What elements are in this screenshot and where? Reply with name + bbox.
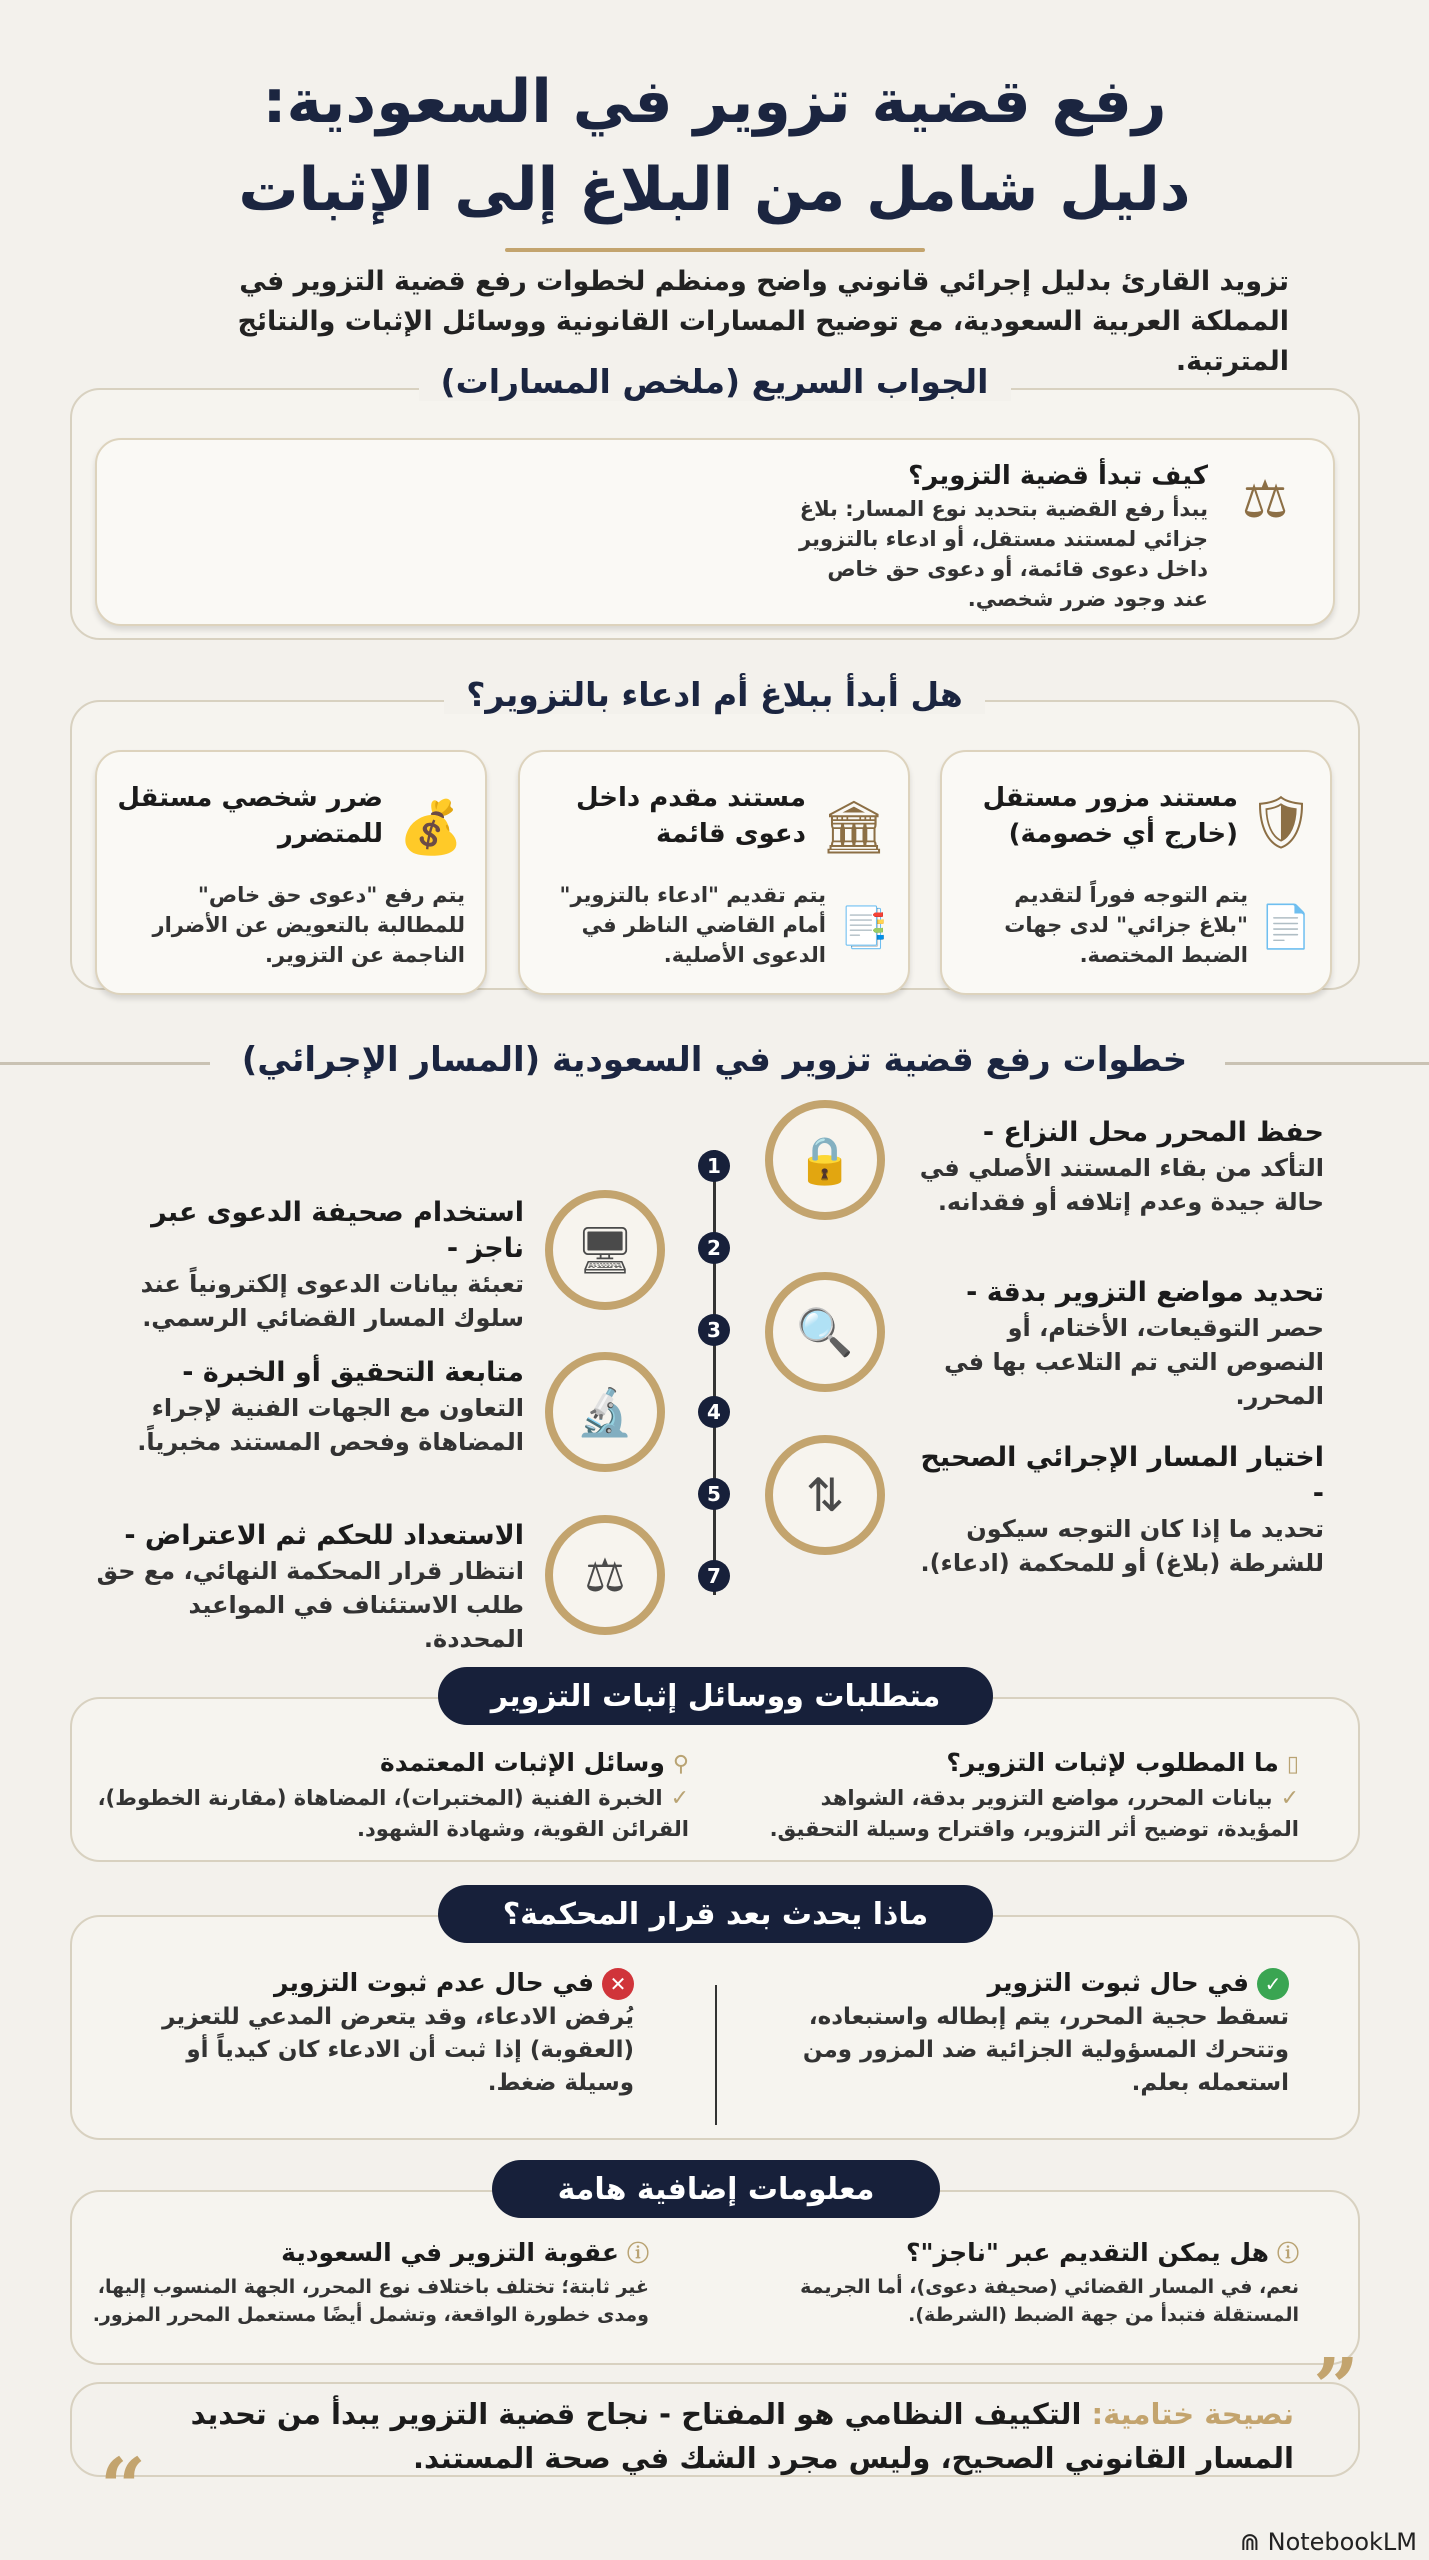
proof-required-text: بيانات المحرر، مواضع التزوير بدقة، الشواهد المؤيدة، توضيح أثر التزوير، واقتراح وسيلة التحقيق. [769,1786,1299,1841]
tip-text [144,2392,1294,2480]
info-heading: معلومات إضافية هامة [492,2160,940,2218]
step-number: 2 [698,1232,730,1264]
card-text: يتم تقديم "ادعاء بالتزوير" أمام القاضي الناظر في الدعوى الأصلية. [559,883,826,967]
step-text: حصر التوقيعات، الأختام، أو النصوص التي تم التلاعب بها في المحرر. [944,1314,1324,1410]
quote-close-icon: “ [100,2440,147,2534]
document-icon: ▯ [1286,1752,1299,1777]
check-circle-icon: ✓ [1257,1968,1289,2000]
microscope-icon: 🔬 [545,1352,665,1472]
notebooklm-brand [1240,2528,1417,2556]
step-title: حفظ المحرر محل النزاع - [982,1117,1324,1148]
step-text: انتظار قرار المحكمة النهائي، مع حق طلب الاستئناف في المواعيد المحددة. [96,1557,524,1653]
step-text: تعبئة بيانات الدعوى إلكترونياً عند سلوك المسار القضائي الرسمي. [140,1270,524,1332]
proof-heading: متطلبات ووسائل إثبات التزوير [438,1667,993,1725]
info-najiz-text: نعم، في المسار القضائي (صحيفة دعوى)، أما الجريمة المستقلة فتبدأ من جهة الضبط (الشرطة). [800,2276,1299,2326]
quick-answer-heading: الجواب السريع (ملخص المسارات) [0,362,1429,401]
step-number: 7 [698,1560,730,1592]
start-card-existing-case [518,750,910,995]
timeline-line [713,1150,716,1595]
verdict-divider [715,1985,717,2125]
x-circle-icon: ✕ [602,1968,634,2000]
step-title: متابعة التحقيق أو الخبرة - [182,1357,524,1388]
document-magnifier-icon: 🔍 [765,1272,885,1392]
card-title: مستند مزور مستقل (خارج أي خصومة) [982,783,1238,849]
verdict-heading: ماذا يحدث بعد قرار المحكمة؟ [438,1885,993,1943]
quick-card-text: يبدأ رفع القضية بتحديد نوع المسار: بلاغ جزائي لمستند مستقل، أو ادعاء بالتزوير داخل دعوى قائمة، أو دعوى حق خاص عند وجود ضرر شخصي. [799,497,1208,611]
verdict-proven-text: تسقط حجية المحرر، يتم إبطاله واستبعاده، وتتحرك المسؤولية الجزائية ضد المزور ومن استعمله بعلم. [802,2004,1289,2096]
info-najiz [739,2235,1299,2329]
info-najiz-title: هل يمكن التقديم عبر "ناجز"؟ [906,2238,1269,2267]
document-lock-icon: 🔒 [765,1100,885,1220]
proof-methods [89,1745,689,1844]
start-heading: هل أبدأ ببلاغ أم ادعاء بالتزوير؟ [0,675,1429,714]
quick-card-title: كيف تبدأ قضية التزوير؟ [908,461,1208,491]
step-text: التعاون مع الجهات الفنية لإجراء المضاهاة وفحص المستند مخبرياً. [137,1394,524,1456]
step-text: التأكد من بقاء المستند الأصلي في حالة جيدة وعدم إتلافه أو فقدانه. [919,1154,1324,1216]
step-title: الاستعداد للحكم ثم الاعتراض - [124,1520,524,1551]
info-penalty-title: عقوبة التزوير في السعودية [281,2238,619,2267]
document-judge-icon: 📑 [839,904,889,951]
computer-www-icon: 🖥 [545,1190,665,1310]
proof-required [759,1745,1299,1844]
tip-body: - نجاح قضية التزوير يبدأ من تحديد المسار القانوني الصحيح، وليس مجرد الشك في صحة المستند. [190,2397,1294,2475]
step-number: 5 [698,1478,730,1510]
split-arrows-icon: ⇅ [765,1435,885,1555]
title-line-1: رفع قضية تزوير في السعودية: [262,67,1167,137]
step-number: 4 [698,1396,730,1428]
verdict-proven-title: في حال ثبوت التزوير [987,1968,1249,1997]
start-card-personal-harm [95,750,487,995]
verdict-unproven-text: يُرفض الادعاء، وقد يتعرض المدعي للتعزير (العقوبة) إذا ثبت أن الادعاء كان كيدياً أو وسيلة ضغط. [162,2004,634,2096]
step-title: اختيار المسار الإجرائي الصحيح - [920,1442,1324,1509]
info-penalty [89,2235,649,2329]
verdict-unproven [134,1965,634,2100]
info-penalty-text: غير ثابتة؛ تختلف باختلاف نوع المحرر، الجهة المنسوب إليها، ومدى خطورة الواقعة، وتشمل أيضًا مستعمل المحرر المزور. [92,2276,649,2326]
brand-label: NotebookLM [1267,2528,1417,2556]
proof-required-title: ما المطلوب لإثبات التزوير؟ [946,1748,1279,1777]
card-text: يتم رفع "دعوى حق خاص" للمطالبة بالتعويض عن الأضرار الناجمة عن التزوير. [152,883,465,967]
tip-bold: التكييف النظامي هو المفتاح [681,2397,1082,2431]
search-icon: ⚲ [672,1752,689,1777]
intro-text: تزويد القارئ بدليل إجرائي قانوني واضح ومنظم لخطوات رفع قضية التزوير في المملكة العربية السعودية، مع توضيح المسارات القانونية ووسائل الإثبات والنتائج المترتبة. [237,266,1289,377]
info-icon: ⓘ [1276,2242,1299,2267]
police-badge-icon: 🛡 [1248,792,1315,853]
start-card-independent [940,750,1332,995]
step-title: استخدام صحيفة الدعوى عبر ناجز - [151,1197,524,1264]
gavel-icon: ⚖ [545,1515,665,1635]
notebooklm-logo-icon: ⋒ [1239,2528,1268,2556]
card-title: مستند مقدم داخل دعوى قائمة [576,783,806,849]
document-x-icon: 📄 [1259,902,1313,951]
title-line-2: دليل شامل من البلاغ إلى الإثبات [238,155,1191,225]
check-icon: ✓ [1280,1786,1299,1811]
step-title: تحديد مواضع التزوير بدقة - [966,1277,1324,1308]
title-divider [505,248,925,252]
money-hand-icon: 💰 [398,797,464,858]
steps-heading: خطوات رفع قضية تزوير في السعودية (المسار الإجرائي) [0,1040,1429,1080]
card-text: يتم التوجه فوراً لتقديم "بلاغ جزائي" لدى جهات الضبط المختصة. [1004,883,1248,967]
tip-label: نصيحة ختامية: [1091,2397,1294,2431]
card-title: ضرر شخصي مستقل للمتضرر [117,783,383,849]
verdict-proven [789,1965,1289,2100]
check-icon: ✓ [670,1786,689,1811]
step-number: 3 [698,1314,730,1346]
step-text: تحديد ما إذا كان التوجه سيكون للشرطة (بلاغ) أو للمحكمة (ادعاء). [920,1515,1324,1577]
courthouse-icon: 🏛 [821,797,888,858]
quick-answer-card [95,438,1335,626]
proof-methods-text: الخبرة الفنية (المختبرات)، المضاهاة (مقارنة الخطوط)، القرائن القوية، وشهادة الشهود. [97,1786,689,1841]
info-icon: ⓘ [626,2242,649,2267]
verdict-unproven-title: في حال عدم ثبوت التزوير [274,1968,594,1997]
gavel-icon: ⚖ [1241,470,1289,530]
quote-open-icon: ” [1312,2340,1359,2434]
proof-methods-title: وسائل الإثبات المعتمدة [379,1748,665,1777]
page-title [0,58,1429,234]
step-number: 1 [698,1150,730,1182]
